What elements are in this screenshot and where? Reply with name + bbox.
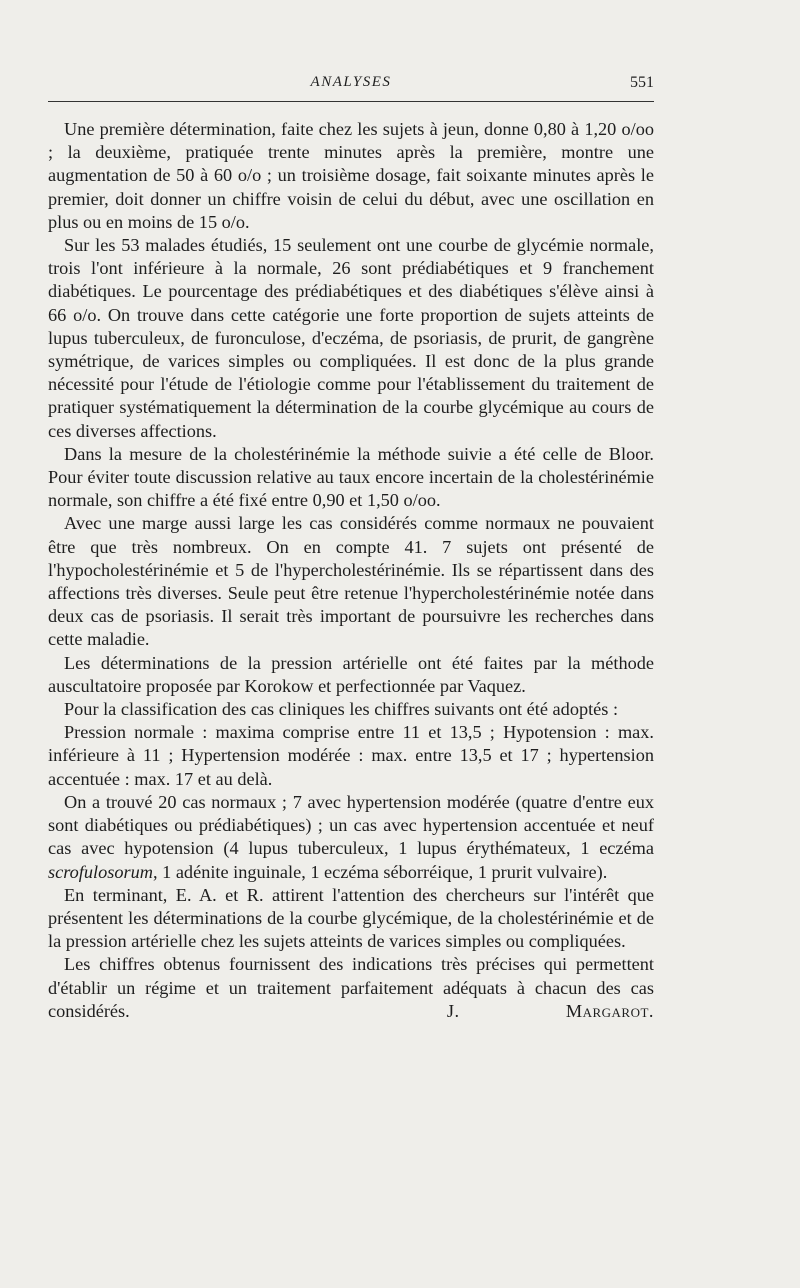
article-body	[48, 118, 654, 1023]
latin-term: scrofulosorum	[48, 861, 153, 882]
paragraph-2: Sur les 53 malades étudiés, 15 seulement ont une courbe de glycémie normale, trois l'ont inférieure à la normale, 26 sont prédiabétiques et 9 franchement diabétiques. Le pourcentage des prédiabétiques et des diabétiques s'élève ainsi à 66 o/o. On trouve dans cette catégorie une forte proportion de sujets atteints de lupus tuberculeux, de furonculose, d'eczéma, de psoriasis, de prurit, de gangrène symétrique, de varices simples ou compliquées. Il est donc de la plus grande nécessité pour l'étude de l'étiologie comme pour l'établissement du traitement de pratiquer systématiquement la détermination de la courbe glycémique au cours de ces diverses affections.	[48, 235, 654, 441]
header-rule	[48, 101, 654, 102]
author-signature: J. Margarot.	[446, 1000, 654, 1021]
paragraph-5: Les déterminations de la pression artérielle ont été faites par la méthode auscultatoire proposée par Korokow et perfectionnée par Vaquez.	[48, 652, 654, 696]
paragraph-10	[48, 953, 654, 1023]
paragraph-1: Une première détermination, faite chez les sujets à jeun, donne 0,80 à 1,20 o/oo ; la deuxième, pratiquée trente minutes après la première, montre une augmentation de 50 à 60 o/o ; un troisième dosage, fait soixante minutes après le premier, doit donner un chiffre voisin de celui du début, avec une oscillation en plus ou en moins de 15 o/o.	[48, 119, 654, 232]
page-number: 551	[630, 74, 654, 91]
paragraph-8-text-b: , 1 adénite inguinale, 1 eczéma séborréique, 1 prurit vulvaire).	[152, 861, 608, 882]
paragraph-8	[48, 791, 654, 884]
paragraph-3: Dans la mesure de la cholestérinémie la méthode suivie a été celle de Bloor. Pour éviter toute discussion relative au taux encore incertain de la cholestérinémie normale, son chiffre a été fixé entre 0,90 et 1,50 o/oo.	[48, 443, 654, 511]
paragraph-8-text-a: On a trouvé 20 cas normaux ; 7 avec hypertension modérée (quatre d'entre eux sont diabétiques ou prédiabétiques) ; un cas avec hypertension accentuée et neuf cas avec hypotension (4 lupus tuberculeux, 1 lupus érythémateux, 1 eczéma	[48, 791, 654, 859]
paragraph-9: En terminant, E. A. et R. attirent l'attention des chercheurs sur l'intérêt que présentent les déterminations de la courbe glycémique, de la cholestérinémie et de la pression artérielle chez les sujets atteints de varices simples ou compliquées.	[48, 884, 654, 952]
paragraph-7: Pression normale : maxima comprise entre 11 et 13,5 ; Hypotension : max. inférieure à 11 ; Hypertension modérée : max. entre 13,5 et 17 ; hypertension accentuée : max. 17 et au delà.	[48, 722, 654, 789]
paragraph-10-text: Les chiffres obtenus fournissent des indications très précises qui permettent d'établir un régime et un traitement parfaitement adéquats à chacun des cas considérés.	[48, 954, 654, 1021]
running-title: ANALYSES	[310, 74, 392, 90]
paragraph-6: Pour la classification des cas cliniques les chiffres suivants ont été adoptés :	[64, 699, 619, 720]
paragraph-4: Avec une marge aussi large les cas considérés comme normaux ne pouvaient être que très nombreux. On en compte 41. 7 sujets ont présenté de l'hypocholestérinémie et 5 de l'hypercholestérinémie. Ils se répartissent dans des affections très diverses. Seule peut être retenue l'hypercholestérinémie notée dans deux cas de psoriasis. Il serait très important de poursuivre les recherches dans cette maladie.	[48, 513, 654, 650]
page-header	[48, 74, 654, 100]
